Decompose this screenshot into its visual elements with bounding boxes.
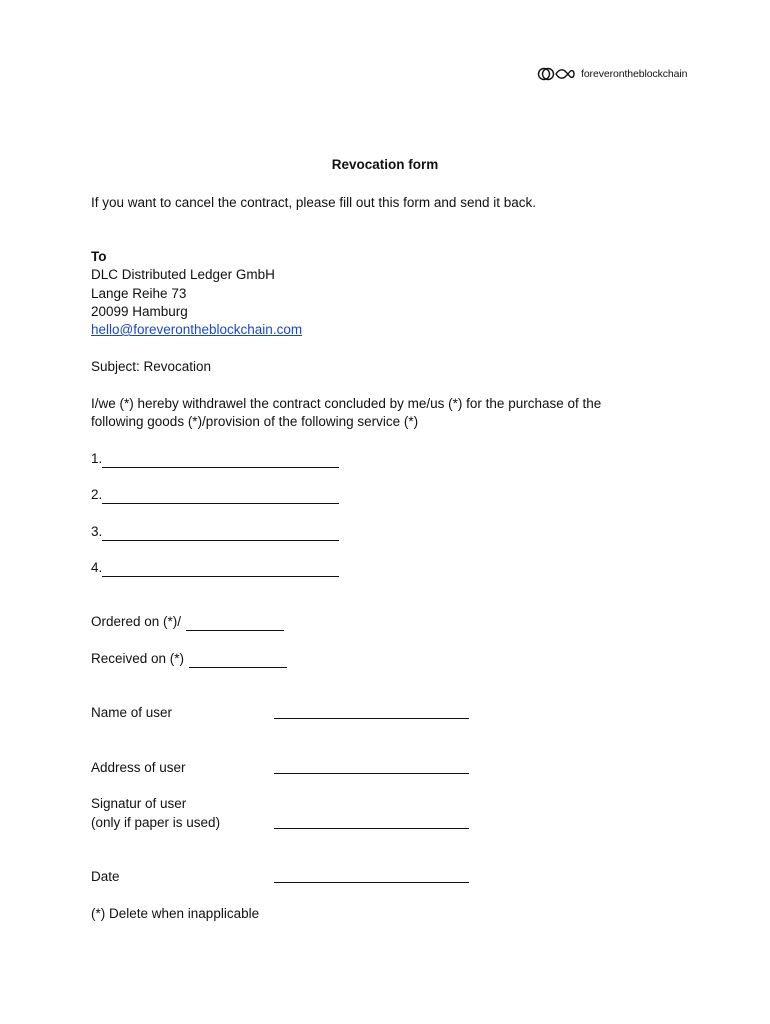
name-of-user-label: Name of user [91,705,173,720]
item-blank-line[interactable] [102,489,339,504]
address-of-user-field[interactable] [274,758,469,774]
statement-line-1: I/we (*) hereby withdrawel the contract concluded by me/us (*) for the purchase of the [91,396,602,411]
logo-text: foreverontheblockchain [581,68,688,80]
signature-label-line-1: Signatur of user [91,796,187,811]
to-label: To [91,249,107,264]
item-number: 1. [91,451,103,466]
received-on-blank[interactable] [189,653,287,668]
recipient-city: 20099 Hamburg [91,304,188,319]
ordered-on-blank[interactable] [186,616,284,631]
name-of-user-field[interactable] [274,703,469,719]
intro-text: If you want to cancel the contract, please fill out this form and send it back. [91,195,536,210]
list-item [91,523,339,541]
page-title: Revocation form [331,157,439,172]
subject-line: Subject: Revocation [91,359,212,374]
list-item [91,450,339,468]
item-blank-line[interactable] [102,453,339,468]
recipient-company: DLC Distributed Ledger GmbH [91,267,275,282]
date-label: Date [91,869,120,884]
recipient-street: Lange Reihe 73 [91,286,187,301]
ordered-on-row [91,613,284,631]
list-item [91,486,339,504]
list-item [91,559,339,577]
received-on-row [91,650,287,668]
date-field[interactable] [274,867,469,883]
statement-line-2: following goods (*)/provision of the following service (*) [91,414,419,429]
recipient-email-link[interactable]: hello@foreverontheblockchain.com [91,322,303,337]
signature-field[interactable] [274,813,469,829]
ordered-on-label: Ordered on (*)/ [91,614,182,629]
item-blank-line[interactable] [102,562,339,577]
infinity-logo-icon [537,67,575,81]
item-number: 3. [91,524,103,539]
footnote: (*) Delete when inapplicable [91,906,260,921]
brand-logo [537,67,687,81]
item-number: 2. [91,487,103,502]
address-of-user-label: Address of user [91,760,186,775]
signature-label-line-2: (only if paper is used) [91,815,221,830]
received-on-label: Received on (*) [91,651,185,666]
item-blank-line[interactable] [102,526,339,541]
item-number: 4. [91,560,103,575]
